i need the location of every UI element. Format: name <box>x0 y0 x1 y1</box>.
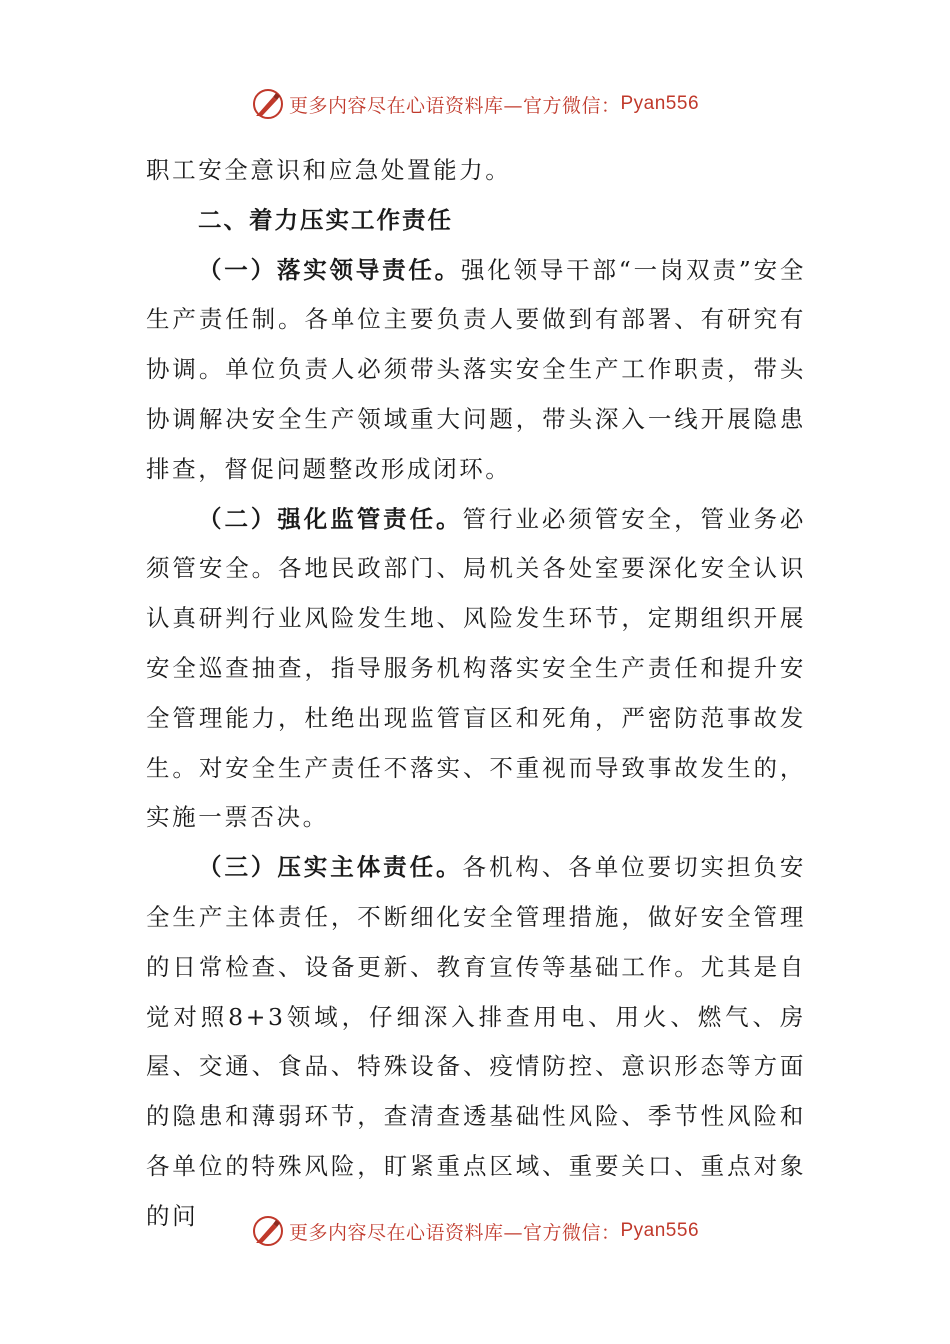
document-body <box>146 146 806 1242</box>
banner-text: 更多内容尽在心语资料库—官方微信： <box>288 1221 621 1244</box>
banner-account: Pyan556 <box>620 1220 700 1241</box>
pen-logo-icon <box>251 1214 285 1248</box>
section-heading: 二、着力压实工作责任 <box>198 205 453 234</box>
subheading-supervision: （二）强化监管责任。 <box>198 504 463 533</box>
paragraph-continuation: 职工安全意识和应急处置能力。 <box>146 156 512 184</box>
banner-text: 更多内容尽在心语资料库—官方微信： <box>288 94 621 117</box>
footer-banner <box>0 1213 950 1249</box>
paragraph-supervision <box>146 495 806 844</box>
pen-logo-icon <box>251 87 285 121</box>
banner-account: Pyan556 <box>620 93 700 114</box>
paragraph-main-responsibility <box>146 843 806 1241</box>
header-banner <box>0 86 950 122</box>
paragraph-leadership-text: 强化领导干部“一岗双责”安全生产责任制。各单位主要负责人要做到有部署、有研究有协调。单位负责人必须带头落实安全生产工作职责，带头协调解决安全生产领域重大问题，带头深入一线开展隐患排查，督促问题整改形成闭环。 <box>146 255 806 483</box>
subheading-leadership: （一）落实领导责任。 <box>198 255 461 284</box>
paragraph-main-responsibility-text: 各机构、各单位要切实担负安全生产主体责任，不断细化安全管理措施，做好安全管理的日常检查、设备更新、教育宣传等基础工作。尤其是自觉对照8+3领域，仔细深入排查用电、用火、燃气、房屋、交通、食品、特殊设备、疫情防控、意识形态等方面的隐患和薄弱环节，查清查透基础性风险、季节性风险和各单位的特殊风险，盯紧重点区域、重要关口、重点对象的问 <box>146 853 806 1230</box>
paragraph-leadership <box>146 246 806 495</box>
subheading-main-responsibility: （三）压实主体责任。 <box>198 853 463 882</box>
paragraph-supervision-text: 管行业必须管安全，管业务必须管安全。各地民政部门、局机关各处室要深化安全认识认真研判行业风险发生地、风险发生环节，定期组织开展安全巡查抽查，指导服务机构落实安全生产责任和提升安全管理能力，杜绝出现监管盲区和死角，严密防范事故发生。对安全生产责任不落实、不重视而导致事故发生的，实施一票否决。 <box>146 504 806 832</box>
